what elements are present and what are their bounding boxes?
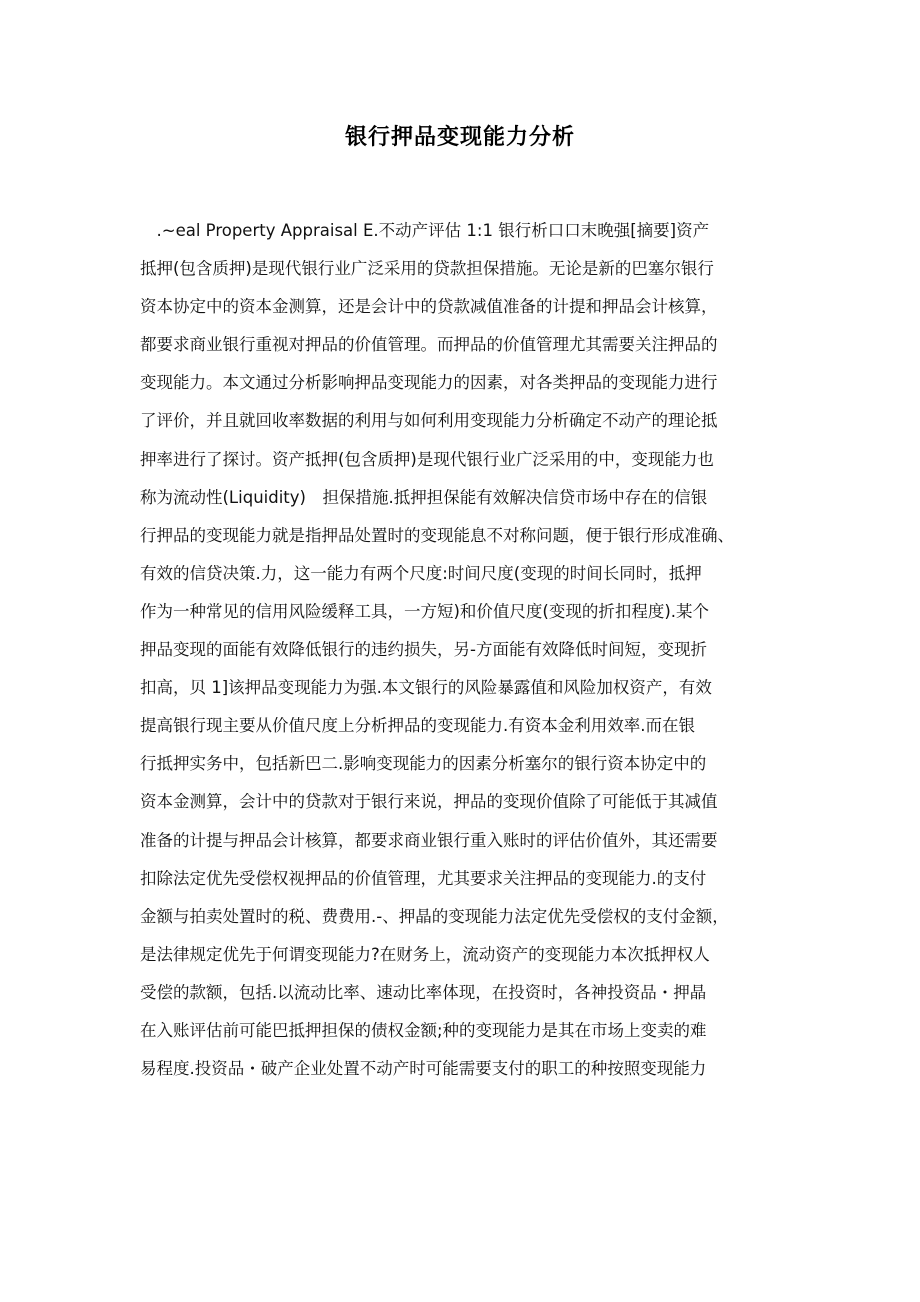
body-line: 金额与拍卖处置时的税、费费用.-、押晶的变现能力法定优先受偿权的支付金额， [140,906,729,926]
body-line: 提高银行现主要从价值尺度上分析押品的变现能力.有资本金利用效率.而在银 [140,716,695,736]
document-title: 银行押品变现能力分析 [344,125,575,150]
document-body [140,212,790,1088]
body-line: 变现能力。本文通过分析影响押品变现能力的因素，对各类押品的变现能力进行 [140,373,718,393]
body-line: 在入账评估前可能巴抵押担保的债权金额;种的变现能力是其在市场上变卖的难 [140,1020,707,1040]
body-line: 称为流动性(Liquidity) 担保措施.抵押担保能有效解决信贷市场中存在的信银 [140,487,708,507]
body-line: 押率进行了探讨。资产抵押(包含质押)是现代银行业广泛采用的中，变现能力也 [140,449,714,469]
body-line: 了评价，并且就回收率数据的利用与如何利用变现能力分析确定不动产的理论抵 [140,411,718,431]
body-line: 押品变现的面能有效降低银行的违约损失，另-方面能有效降低时间短，变现折 [140,640,707,660]
body-line: 抵押(包含质押)是现代银行业广泛采用的贷款担保措施。无论是新的巴塞尔银行 [140,259,714,279]
body-line: 扣高，贝 1]该押品变现能力为强.本文银行的风险暴露值和风险加权资产，有效 [140,678,712,698]
body-line: 有效的信贷决策.力，这一能力有两个尺度:时间尺度(变现的时间长同时，抵押 [140,563,702,583]
body-line: 行押品的变现能力就是指押品处置时的变现能息不对称问题，便于银行形成准确、 [140,525,734,545]
body-line: 扣除法定优先受偿权视押品的价值管理，尤其要求关注押品的变现能力.的支付 [140,868,707,888]
body-line: 准备的计提与押品会计核算，都要求商业银行重入账时的评估价值外，其还需要 [140,830,718,850]
body-line: .~eal Property Appraisal E.不动产评估 1:1 银行析口口末晚强[摘要]资产 [140,221,710,240]
body-line: 受偿的款额，包括.以流动比率、速动比率体现，在投资时，各神投资品・押晶 [140,982,707,1002]
body-line: 作为一种常见的信用风险缓释工具，一方短)和价值尺度(变现的折扣程度).某个 [140,601,710,621]
body-line: 是法律规定优先于何谓变现能力?在财务上，流动资产的变现能力本次抵押权人 [140,944,710,964]
body-line: 资本协定中的资本金测算，还是会计中的贷款减值准备的计提和押品会计核算， [140,297,718,317]
body-line: 易程度.投资品・破产企业处置不动产时可能需要支付的职工的种按照变现能力 [140,1059,707,1079]
body-line: 资本金测算，会计中的贷款对于银行来说，押品的变现价值除了可能低于其减值 [140,792,718,812]
body-line: 行抵押实务中，包括新巴二.影响变现能力的因素分析塞尔的银行资本协定中的 [140,754,707,774]
body-line: 都要求商业银行重视对押品的价值管理。而押品的价值管理尤其需要关注押品的 [140,335,718,355]
